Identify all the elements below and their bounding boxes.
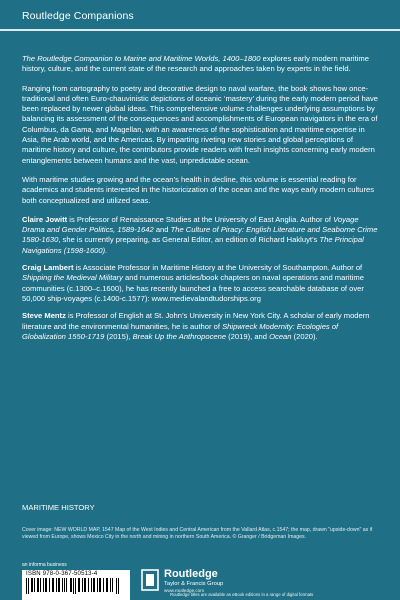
series-title: Routledge Companions — [22, 10, 134, 22]
bio-text: and — [153, 225, 171, 235]
barcode-icon — [22, 570, 130, 600]
bio-text: is Professor of Renaissance Studies at the University of East Anglia. Author of — [67, 214, 334, 224]
bio-book-title: Ocean — [269, 331, 292, 341]
bio-text: , she is currently preparing, as General Editor, an edition of Richard Hakluyt’s — [58, 235, 320, 245]
bio-book-title: Break Up the Anthropocene — [132, 331, 227, 341]
bio-book-title: The Principal Navigations (1598-1600). — [22, 235, 364, 255]
editor-bio-lambert — [22, 263, 378, 304]
publisher-url: www.routledge.com — [164, 588, 205, 593]
bio-text: is Professor of English at St. John’s University in New York City. A scholar of early modern literature and the environmental humanities, he is author of — [22, 311, 370, 331]
bio-book-title: Voyage Drama and Gender Politics, 1589-1642 — [22, 214, 359, 235]
bio-book-title: The Culture of Piracy: English Literature and Seaborne Crime 1580-1630 — [22, 225, 378, 245]
bio-book-title: Shipping the Medieval Military — [22, 273, 123, 283]
routledge-logo-icon — [140, 569, 160, 591]
audience-paragraph: With maritime studies growing and the ocean’s health in decline, this volume is essential reading for academics and students interested in the historicization of the ocean and the ways early modern cultures both conceptualized and utilized seas. — [22, 174, 375, 205]
header-bar — [0, 0, 400, 30]
publisher-name: Routledge — [164, 568, 218, 580]
cover-image-credit: Cover image: NEW WORLD MAP, 1547 Map of the West Indies and Central American from the Vallard Atlas, c.1547; the map, drawn "upside-down" as if viewed from Europe, shows Mexico City in the north and mining in northern South America. © Granger / Bridgeman Images. — [22, 527, 373, 540]
book-title: The Routledge Companion to Marine and Maritime Worlds, 1400–1800 — [22, 54, 261, 63]
editor-bio-mentz — [22, 311, 378, 342]
barcode-panel — [22, 570, 130, 600]
publisher-group: Taylor & Francis Group — [164, 581, 224, 587]
bio-book-title: Shipwreck Modernity: Ecologies of Globalization 1550-1719 — [22, 321, 339, 341]
back-cover-text — [22, 54, 378, 349]
subject-category: MARITIME HISTORY — [22, 503, 95, 512]
intro-text: explores early modern maritime history, culture, and the current state of the research and approaches taken by experts in the field. — [22, 54, 369, 74]
description-paragraph: Ranging from cartography to poetry and decorative design to naval warfare, the book shows how once-traditional and often Euro-chauvinistic depictions of oceanic ‘mastery’ during the early modern period have been replaced by newer global ideas. This comprehensive volume challenges underlying assumptions by balancing its assessment of the consequences and accomplishments of European navigators in the era of Columbus, da Gama, and Magellan, with an awareness of the sophistication and maritime expertise in Asia, the Arab world, and the Americas. By imparting riveting new stories and global perceptions of maritime history and culture, the contributors provide readers with fresh insights concerning early modern entanglements between humans and the vast, unpredictable ocean. — [22, 83, 378, 165]
editor-name: Craig Lambert — [22, 263, 74, 273]
bio-text: (2015), — [104, 331, 133, 341]
editor-name: Claire Jowitt — [22, 214, 68, 224]
editor-bio-jowitt — [22, 215, 378, 256]
bio-text: (2020). — [291, 331, 318, 341]
ebook-availability: Routledge titles are available as eBook editions in a range of digital formats — [170, 592, 314, 597]
bio-text: (2019), and — [226, 331, 270, 341]
editor-name: Steve Mentz — [22, 311, 66, 321]
intro-paragraph — [22, 54, 378, 75]
bio-text: and numerous articles/book chapters on naval operations and maritime communities (c.1300–c.1600), he has recently launched a free to access searchable database of over 50,000 ship-voyages (c.1400-c.1577): www.medievalandtudorships.org — [22, 273, 364, 303]
header-divider — [0, 29, 400, 31]
bio-text: is Associate Professor in Maritime History at the University of Southampton. Author of — [73, 263, 363, 273]
isbn-number: ISBN 978-0-367-50513-4 — [26, 571, 98, 577]
informa-tagline: an informa business — [22, 562, 67, 568]
